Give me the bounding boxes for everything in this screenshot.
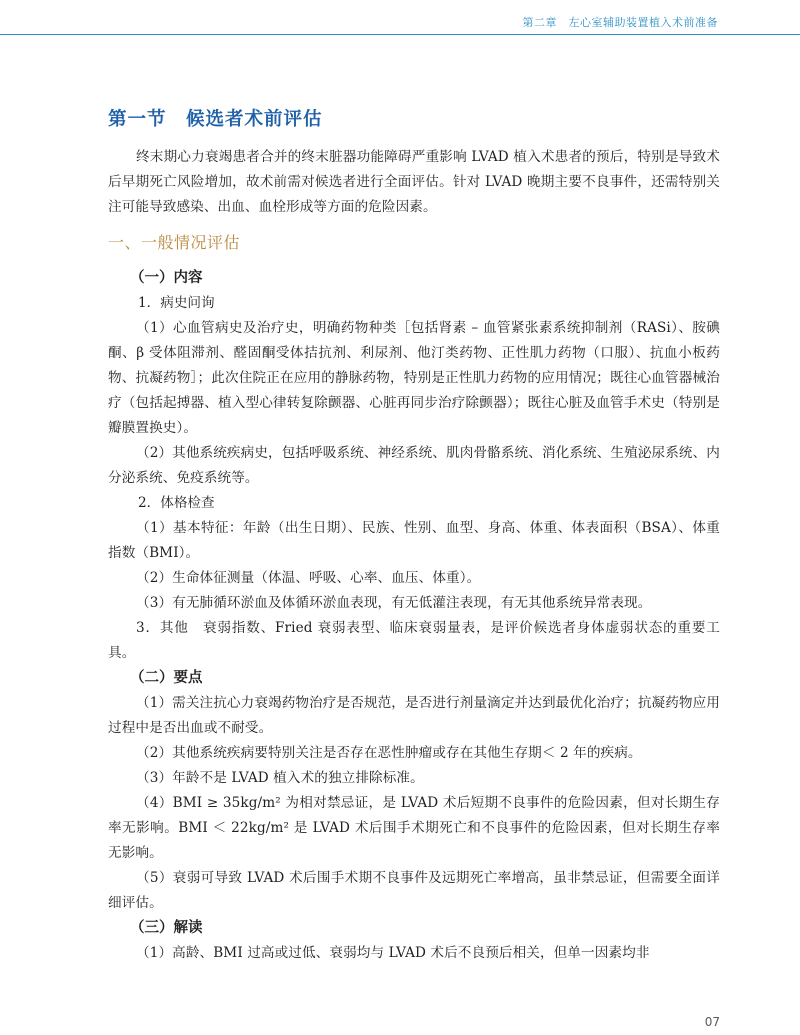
paragraph: （1）基本特征：年龄（出生日期）、民族、性别、血型、身高、体重、体表面积（BSA）、体重指数（BMI）。 (108, 520, 720, 561)
heading-content: （一）内容 (130, 270, 203, 286)
heading-interpretation: （三）解读 (130, 920, 203, 936)
paragraph: 3．其他 衰弱指数、Fried 衰弱表型、临床衰弱量表，是评价候选者身体虚弱状态的重要工具。 (108, 620, 720, 661)
paragraph: （3）有无肺循环淤血及体循环淤血表现，有无低灌注表现，有无其他系统异常表现。 (136, 595, 652, 611)
section-title: 第一节 候选者术前评估 (108, 109, 323, 130)
subsection-title: 一、一般情况评估 (108, 233, 241, 252)
paragraph: （2）生命体征测量（体温、呼吸、心率、血压、体重）。 (136, 570, 481, 586)
page-body (108, 106, 720, 966)
paragraph: （2）其他系统疾病史，包括呼吸系统、神经系统、肌肉骨骼系统、消化系统、生殖泌尿系统、内分泌系统、免疫系统等。 (108, 445, 720, 486)
paragraph: （4）BMI ≥ 35kg/m² 为相对禁忌证，是 LVAD 术后短期不良事件的危险因素，但对长期生存率无影响。BMI ＜ 22kg/m² 是 LVAD 术后围手术期死亡和不良事件的危险因素，但对长期生存率无影响。 (108, 795, 720, 861)
paragraph: （3）年龄不是 LVAD 植入术的独立排除标准。 (136, 770, 424, 786)
page-number: 07 (704, 1015, 720, 1029)
paragraph: （1）高龄、BMI 过高或过低、衰弱均与 LVAD 术后不良预后相关，但单一因素均非 (136, 945, 650, 961)
paragraph: （5）衰弱可导致 LVAD 术后围手术期不良事件及远期死亡率增高，虽非禁忌证，但需要全面详细评估。 (108, 870, 720, 911)
item-physical-exam: 2．体格检查 (138, 495, 215, 511)
running-header: 第二章 左心室辅助装置植入术前准备 (522, 16, 718, 29)
item-history: 1．病史问询 (138, 295, 215, 311)
heading-key-points: （二）要点 (130, 670, 203, 686)
header-rule (0, 34, 800, 35)
paragraph: （1）心血管病史及治疗史，明确药物种类［包括肾素 – 血管紧张素系统抑制剂（RASi）、胺碘酮、β 受体阻滞剂、醛固酮受体拮抗剂、利尿剂、他汀类药物、正性肌力药物（口服）、抗血小板药物、抗凝药物］；此次住院正在应用的静脉药物，特别是正性肌力药物的应用情况；既往心血管器械治疗（包括起搏器、植入型心律转复除颤器、心脏再同步治疗除颤器）；既往心脏及血管手术史（特别是瓣膜置换史）。 (108, 320, 720, 436)
intro-paragraph: 终末期心力衰竭患者合并的终末脏器功能障碍严重影响 LVAD 植入术患者的预后，特别是导致术后早期死亡风险增加，故术前需对候选者进行全面评估。针对 LVAD 晚期主要不良事件，还需特别关注可能导致感染、出血、血栓形成等方面的危险因素。 (108, 149, 720, 215)
paragraph: （2）其他系统疾病要特别关注是否存在恶性肿瘤或存在其他生存期＜ 2 年的疾病。 (136, 745, 642, 761)
paragraph: （1）需关注抗心力衰竭药物治疗是否规范，是否进行剂量滴定并达到最优化治疗；抗凝药物应用过程中是否出血或不耐受。 (108, 695, 720, 736)
